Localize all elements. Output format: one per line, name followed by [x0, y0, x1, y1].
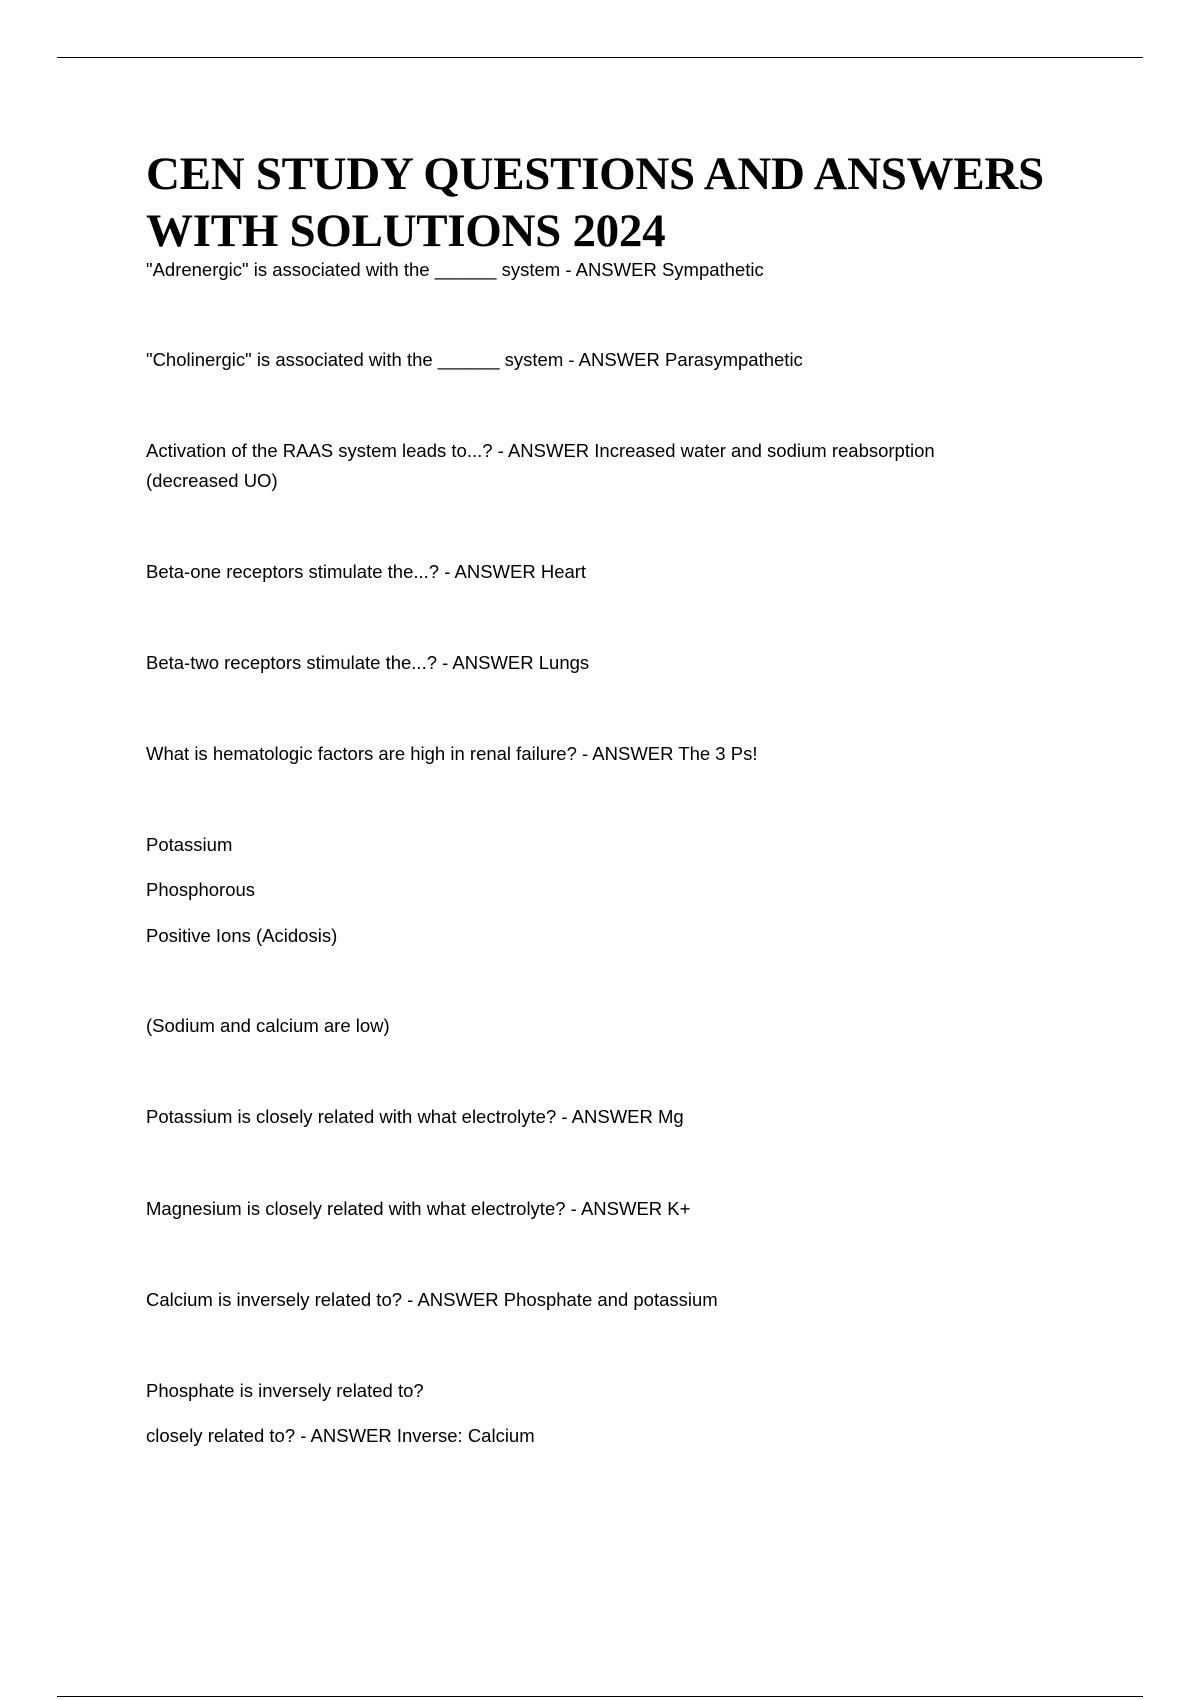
bottom-rule — [57, 1696, 1143, 1697]
list-item-positive-ions: Positive Ions (Acidosis) — [146, 925, 338, 946]
qa-adrenergic: "Adrenergic" is associated with the ______ system - ANSWER Sympathetic — [146, 259, 764, 280]
qa-calcium: Calcium is inversely related to? - ANSWER Phosphate and potassium — [146, 1289, 718, 1310]
list-item-phosphorous: Phosphorous — [146, 879, 256, 900]
qa-raas-continued: (decreased UO) — [146, 470, 278, 491]
qa-cholinergic: "Cholinergic" is associated with the ______ system - ANSWER Parasympathetic — [146, 349, 803, 370]
note-sodium-calcium: (Sodium and calcium are low) — [146, 1015, 390, 1036]
qa-phosphate: Phosphate is inversely related to? — [146, 1380, 424, 1401]
list-item-potassium: Potassium — [146, 834, 233, 855]
qa-phosphate-continued: closely related to? - ANSWER Inverse: Calcium — [146, 1425, 535, 1446]
page-title: CEN STUDY QUESTIONS AND ANSWERS WITH SOLUTIONS 2024 — [146, 148, 1044, 257]
top-rule — [57, 57, 1143, 58]
qa-renal-failure: What is hematologic factors are high in renal failure? - ANSWER The 3 Ps! — [146, 743, 758, 764]
qa-raas: Activation of the RAAS system leads to...? - ANSWER Increased water and sodium reabsorption — [146, 440, 935, 461]
qa-magnesium: Magnesium is closely related with what electrolyte? - ANSWER K+ — [146, 1198, 691, 1219]
qa-beta-one: Beta-one receptors stimulate the...? - ANSWER Heart — [146, 561, 587, 582]
qa-beta-two: Beta-two receptors stimulate the...? - ANSWER Lungs — [146, 652, 590, 673]
qa-potassium: Potassium is closely related with what electrolyte? - ANSWER Mg — [146, 1106, 684, 1127]
